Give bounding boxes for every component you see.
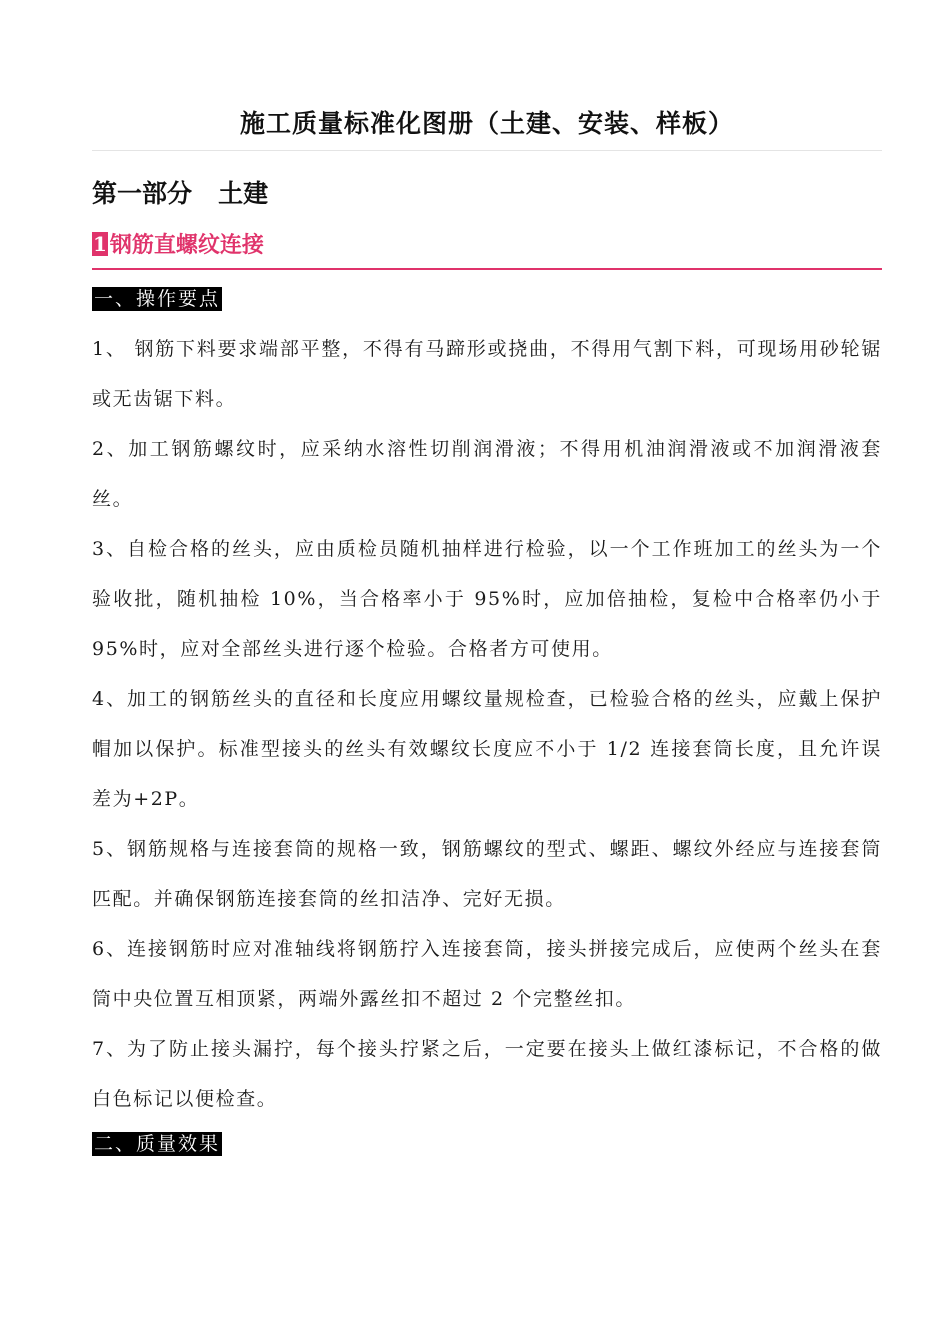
list-item: 3、自检合格的丝头，应由质检员随机抽样进行检验，以一个工作班加工的丝头为一个验收批，随机抽检 10%，当合格率小于 95%时，应加倍抽检，复检中合格率仍小于 95%时，应对全部丝头进行逐个检验。合格者方可使用。 [92,538,882,660]
list-item: 5、钢筋规格与连接套筒的规格一致，钢筋螺纹的型式、螺距、螺纹外经应与连接套筒匹配。并确保钢筋连接套筒的丝扣洁净、完好无损。 [92,838,882,910]
operation-points-list [92,324,882,1124]
subsection-label-operation-points: 一、操作要点 [94,288,221,310]
title-divider [92,150,882,151]
section-heading [92,228,264,259]
section-title: 钢筋直螺纹连接 [109,232,264,258]
list-item: 4、加工的钢筋丝头的直径和长度应用螺纹量规检查，已检验合格的丝头，应戴上保护帽加以保护。标准型接头的丝头有效螺纹长度应不小于 1/2 连接套筒长度，且允许误差为+2P。 [92,688,882,810]
subsection-label-quality-effect: 二、质量效果 [94,1133,221,1155]
section-divider [92,268,882,270]
document-title: 施工质量标准化图册（土建、安装、样板） [239,109,734,138]
list-item: 7、为了防止接头漏拧，每个接头拧紧之后，一定要在接头上做红漆标记，不合格的做白色标记以便检查。 [92,1038,882,1110]
section-number-badge: 1 [93,231,107,256]
part-heading: 第一部分 土建 [92,179,269,208]
list-item: 6、连接钢筋时应对准轴线将钢筋拧入连接套筒，接头拼接完成后，应使两个丝头在套筒中央位置互相顶紧，两端外露丝扣不超过 2 个完整丝扣。 [92,938,882,1010]
list-item: 2、加工钢筋螺纹时，应采纳水溶性切削润滑液；不得用机油润滑液或不加润滑液套丝。 [92,438,882,510]
list-item: 1、 钢筋下料要求端部平整，不得有马蹄形或挠曲，不得用气割下料，可现场用砂轮锯或无齿锯下料。 [92,338,882,410]
